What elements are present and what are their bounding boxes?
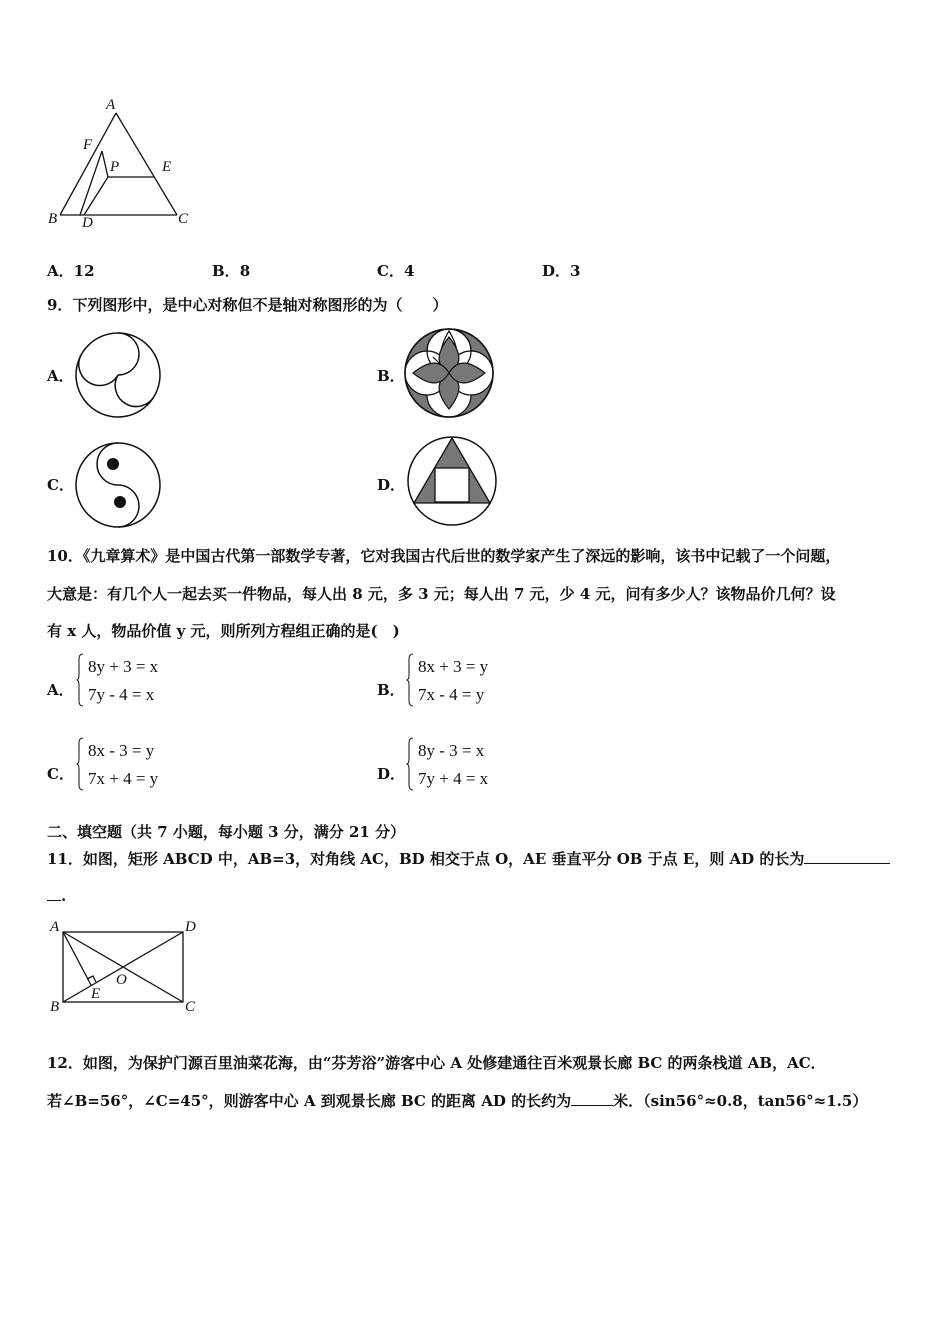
q11-answer-blank-cont[interactable]: [47, 886, 61, 901]
section2-title: 二、填空题（共 7 小题，每小题 3 分，满分 21 分）: [47, 823, 406, 841]
q12-line2: 若∠B=56°，∠C=45°，则游客中心 A 到观景长廊 BC 的距离 AD 的长约为 米．（sin56°≈0.8，tan56°≈1.5）: [47, 1092, 868, 1110]
q11-label-b: B: [50, 999, 60, 1015]
q8-option-b[interactable]: B．8: [212, 262, 251, 280]
q10-line1: 10．《九章算术》是中国古代第一部数学专著，它对我国古代后世的数学家产生了深远的影响，该书中记载了一个问题，: [47, 547, 841, 565]
q9-option-d-label[interactable]: D．: [377, 476, 406, 494]
q9-stem: 9．下列图形中，是中心对称但不是轴对称图形的为（ ）: [47, 296, 448, 314]
q11-answer-blank[interactable]: [804, 849, 890, 864]
q11-text: [47, 849, 890, 869]
q10-option-c-system[interactable]: [76, 737, 206, 793]
label-c: C: [178, 211, 189, 227]
q8-figure: [40, 95, 200, 235]
q9-option-d-figure[interactable]: [404, 435, 500, 529]
q10-option-d-label[interactable]: D．: [377, 765, 406, 783]
q11-label-d: D: [185, 919, 196, 935]
equation-1: 8y + 3 = x: [88, 657, 159, 676]
label-d: D: [82, 215, 93, 231]
label-a: A: [106, 97, 116, 113]
equation-2: 7x - 4 = y: [418, 685, 485, 704]
q11-label-c: C: [185, 999, 196, 1015]
triangle-diagram: [40, 95, 200, 235]
q10-line2: 大意是：有几个人一起去买一件物品，每人出 8 元，多 3 元；每人出 7 元，少 4 元，问有多少人？该物品价几何？设: [47, 585, 836, 603]
q9-option-c-figure[interactable]: [73, 440, 163, 530]
q10-option-a-label[interactable]: A．: [47, 681, 74, 699]
q8-option-a[interactable]: A．12: [47, 262, 95, 280]
q9-option-b-figure[interactable]: [403, 327, 495, 419]
q10-option-c-label[interactable]: C．: [47, 765, 74, 783]
q10-option-b-system[interactable]: [406, 653, 536, 709]
equation-1: 8x + 3 = y: [418, 657, 489, 676]
q10-option-a-system[interactable]: [76, 653, 206, 709]
brace-icon: [406, 737, 414, 791]
equation-2: 7x + 4 = y: [88, 769, 159, 788]
q8-option-c[interactable]: C．4: [377, 262, 415, 280]
label-f: F: [83, 137, 93, 153]
equation-1: 8y - 3 = x: [418, 741, 485, 760]
brace-icon: [76, 653, 84, 707]
label-e: E: [162, 159, 172, 175]
q11-label-a: A: [50, 919, 60, 935]
q12-answer-blank[interactable]: [571, 1091, 613, 1106]
q9-option-a-figure[interactable]: [73, 330, 163, 420]
equation-2: 7y - 4 = x: [88, 685, 155, 704]
q11-stem: 11．如图，矩形 ABCD 中，AB=3，对角线 AC，BD 相交于点 O，AE 垂直平分 OB 于点 E，则 AD 的长为: [47, 850, 805, 868]
brace-icon: [76, 737, 84, 791]
q10-option-d-system[interactable]: [406, 737, 536, 793]
label-p: P: [110, 159, 120, 175]
q8-option-d[interactable]: D．3: [542, 262, 581, 280]
q12-line1: 12．如图，为保护门源百里油菜花海，由“芬芳浴”游客中心 A 处修建通往百米观景长廊 BC 的两条栈道 AB，AC．: [47, 1054, 826, 1072]
equation-1: 8x - 3 = y: [88, 741, 155, 760]
rectangle-diagram: [46, 915, 206, 1019]
q10-line3: 有 x 人，物品价值 y 元，则所列方程组正确的是( ): [47, 622, 400, 640]
q9-option-a-label[interactable]: A．: [47, 367, 74, 385]
brace-icon: [406, 653, 414, 707]
q11-label-o: O: [116, 972, 127, 988]
q11-text-end: .: [47, 886, 66, 906]
q10-option-b-label[interactable]: B．: [377, 681, 405, 699]
equation-2: 7y + 4 = x: [418, 769, 489, 788]
q11-figure: [46, 915, 206, 1019]
q11-label-e: E: [91, 986, 101, 1002]
label-b: B: [48, 211, 58, 227]
q9-option-b-label[interactable]: B．: [377, 367, 405, 385]
q9-option-c-label[interactable]: C．: [47, 476, 74, 494]
